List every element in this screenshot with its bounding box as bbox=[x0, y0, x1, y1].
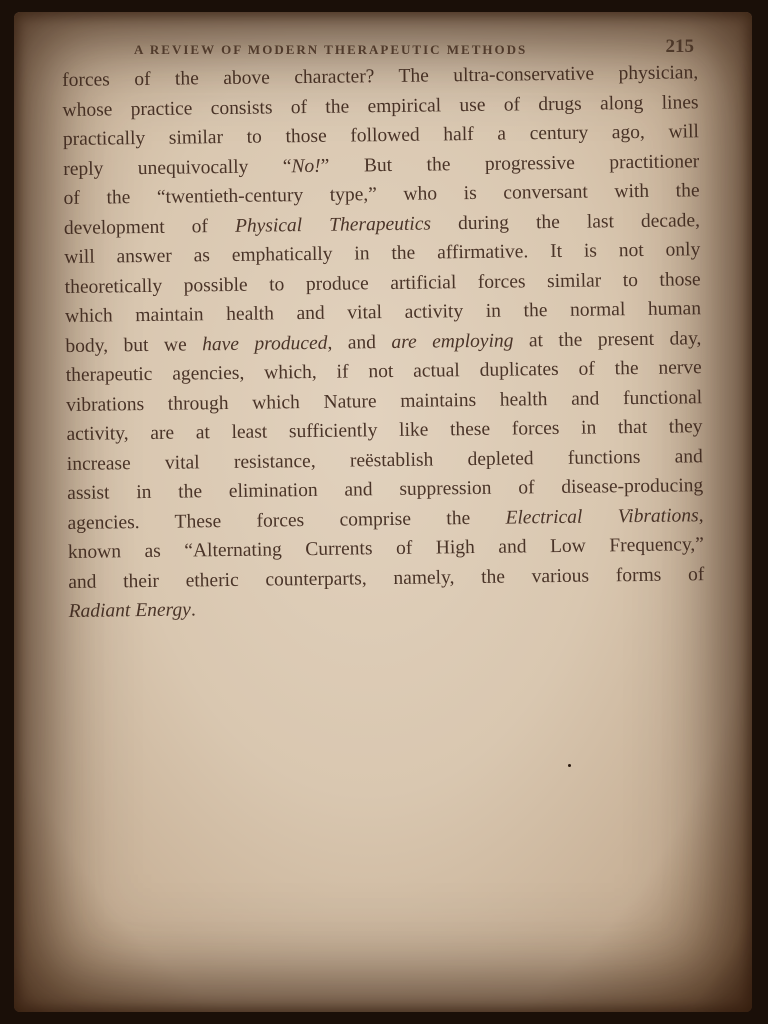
italic-emphasis: have produced bbox=[202, 332, 328, 355]
italic-emphasis: Electrical Vibrations bbox=[505, 504, 699, 529]
text-line: practically similar to those followed half a century ago, will bbox=[62, 121, 699, 150]
text-line: known as “Alternating Currents of High and Low Frequency,” bbox=[67, 534, 705, 563]
text-line: assist in the elimination and suppression of disease-producing bbox=[67, 475, 704, 504]
italic-emphasis: Radiant Energy bbox=[68, 599, 192, 622]
running-head: A REVIEW OF MODERN THERAPEUTIC METHODS bbox=[134, 42, 528, 57]
text-line: reply unequivocally “No!” But the progressive practitioner bbox=[63, 150, 700, 180]
text-line: and their etheric counterparts, namely, the various forms of bbox=[68, 563, 705, 593]
text-line: vibrations through which Nature maintains health and functional bbox=[66, 386, 703, 416]
italic-emphasis: Physical Therapeutics bbox=[234, 213, 432, 237]
text-line: forces of the above character? The ultra-conservative physician, bbox=[62, 62, 699, 91]
italic-emphasis: No! bbox=[291, 155, 321, 177]
book-page bbox=[14, 12, 752, 1012]
ink-speck bbox=[568, 764, 571, 767]
text-line: agencies. These forces comprise the Electrical Vibrations, bbox=[67, 504, 704, 534]
page-number: 215 bbox=[665, 36, 694, 57]
text-line: increase vital resistance, reëstablish depleted functions and bbox=[66, 445, 703, 475]
body-paragraph bbox=[62, 58, 705, 626]
italic-emphasis: are employing bbox=[391, 330, 514, 353]
text-line: body, but we have produced, and are employing at the present day, bbox=[65, 327, 702, 357]
text-line: Radiant Energy. bbox=[68, 599, 196, 622]
text-line: will answer as emphatically in the affirmative. It is not only bbox=[64, 239, 701, 268]
text-line: which maintain health and vital activity in the normal human bbox=[64, 298, 702, 327]
text-line: activity, are at least sufficiently like these forces in that they bbox=[66, 416, 703, 445]
text-line: theoretically possible to produce artificial forces similar to those bbox=[64, 268, 701, 298]
text-line: therapeutic agencies, which, if not actual duplicates of the nerve bbox=[65, 357, 702, 386]
text-line: development of Physical Therapeutics during the last decade, bbox=[63, 209, 701, 239]
text-line: of the “twentieth-century type,” who is conversant with the bbox=[63, 180, 700, 209]
text-line: whose practice consists of the empirical use of drugs along lines bbox=[62, 91, 699, 121]
